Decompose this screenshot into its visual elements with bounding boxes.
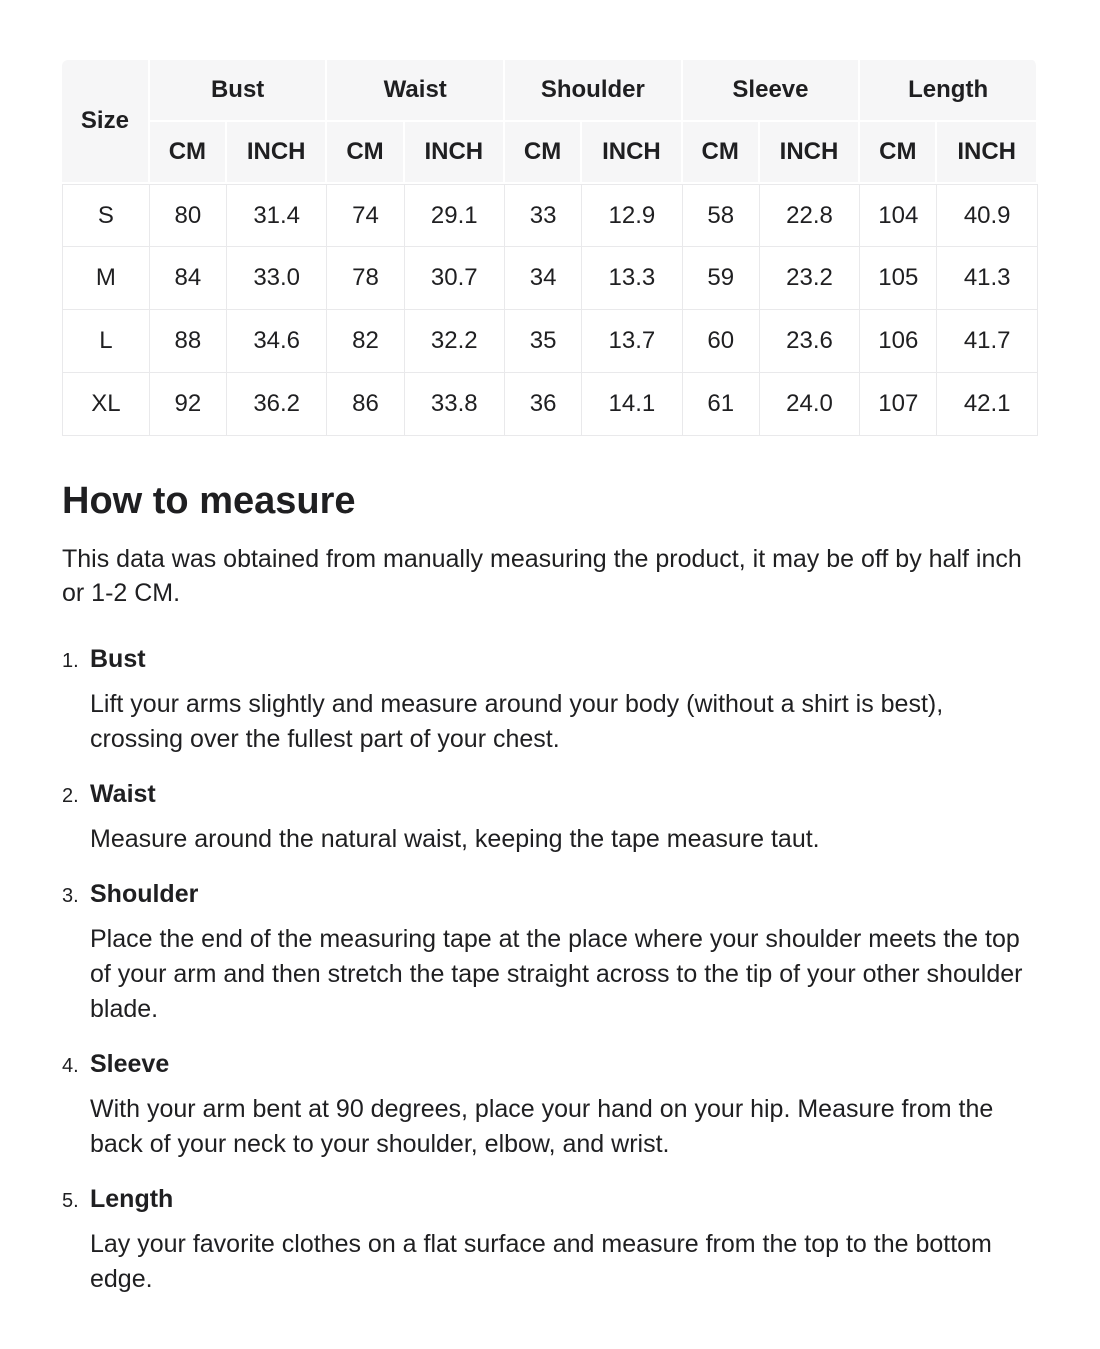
unit-header: INCH	[582, 122, 683, 184]
measurement-cell: 13.7	[582, 310, 683, 373]
measurement-cell: 13.3	[582, 247, 683, 310]
group-header-waist: Waist	[327, 60, 505, 122]
unit-header: INCH	[760, 122, 861, 184]
measurement-cell: 60	[683, 310, 760, 373]
step-description: Lift your arms slightly and measure around your body (without a shirt is best), crossing over the fullest part of your chest.	[90, 689, 944, 753]
group-header-sleeve: Sleeve	[683, 60, 861, 122]
measurement-cell: 58	[683, 184, 760, 247]
how-to-measure-heading: How to measure	[62, 480, 356, 522]
step-title: Waist	[90, 779, 156, 808]
measurement-cell: 32.2	[405, 310, 506, 373]
unit-header: CM	[505, 122, 582, 184]
measurement-cell: 33	[505, 184, 582, 247]
step-description: With your arm bent at 90 degrees, place your hand on your hip. Measure from the back of your neck to your shoulder, elbow, and wrist.	[90, 1094, 994, 1158]
measurement-cell: 36	[505, 373, 582, 436]
measurement-cell: 82	[327, 310, 404, 373]
measure-step-length	[62, 1184, 1038, 1297]
measurement-cell: 23.2	[760, 247, 861, 310]
step-number: 4.	[62, 1054, 79, 1077]
unit-header: CM	[683, 122, 760, 184]
measurement-cell: 105	[860, 247, 937, 310]
step-title: Sleeve	[90, 1049, 170, 1078]
measurement-cell: 86	[327, 373, 404, 436]
size-column-header: Size	[62, 60, 150, 184]
measurement-cell: 41.3	[937, 247, 1038, 310]
measurement-cell: 61	[683, 373, 760, 436]
measurement-cell: 106	[860, 310, 937, 373]
measurement-cell: 104	[860, 184, 937, 247]
group-header-row	[62, 60, 1038, 122]
step-number: 3.	[62, 884, 79, 907]
measurement-cell: 84	[150, 247, 227, 310]
size-chart-table	[62, 60, 1038, 436]
size-row-m	[62, 247, 1038, 310]
size-chart-header	[62, 60, 1038, 184]
unit-header: CM	[860, 122, 937, 184]
measurement-cell: 59	[683, 247, 760, 310]
group-header-length: Length	[860, 60, 1038, 122]
measurement-cell: 14.1	[582, 373, 683, 436]
step-title: Length	[90, 1184, 174, 1213]
size-row-s	[62, 184, 1038, 247]
step-description: Lay your favorite clothes on a flat surface and measure from the top to the bottom edge.	[90, 1229, 992, 1293]
measure-disclaimer-text: This data was obtained from manually measuring the product, it may be off by half inch or 1-2 CM.	[62, 544, 1022, 607]
step-number: 5.	[62, 1189, 79, 1212]
measurement-cell: 41.7	[937, 310, 1038, 373]
measurement-cell: 34.6	[227, 310, 328, 373]
unit-header: INCH	[937, 122, 1038, 184]
measurement-cell: 40.9	[937, 184, 1038, 247]
step-number: 2.	[62, 784, 79, 807]
unit-header: INCH	[405, 122, 506, 184]
measurement-cell: 88	[150, 310, 227, 373]
measurement-cell: 23.6	[760, 310, 861, 373]
measurement-cell: 30.7	[405, 247, 506, 310]
measurement-cell: 24.0	[760, 373, 861, 436]
unit-header-row	[62, 122, 1038, 184]
step-title: Shoulder	[90, 879, 199, 908]
size-row-l	[62, 310, 1038, 373]
measurement-cell: 33.0	[227, 247, 328, 310]
measurement-cell: 74	[327, 184, 404, 247]
size-chart-body	[62, 184, 1038, 436]
unit-header: CM	[327, 122, 404, 184]
measure-steps-list	[62, 644, 1038, 1297]
measurement-cell: 29.1	[405, 184, 506, 247]
size-cell: S	[62, 184, 150, 247]
measure-step-bust	[62, 644, 1038, 757]
measurement-cell: 107	[860, 373, 937, 436]
step-number: 1.	[62, 649, 79, 672]
unit-header: CM	[150, 122, 227, 184]
measurement-cell: 92	[150, 373, 227, 436]
measurement-cell: 33.8	[405, 373, 506, 436]
size-cell: L	[62, 310, 150, 373]
size-cell: XL	[62, 373, 150, 436]
measurement-cell: 35	[505, 310, 582, 373]
measurement-cell: 78	[327, 247, 404, 310]
measure-step-sleeve	[62, 1049, 1038, 1162]
measure-step-waist	[62, 779, 1038, 857]
size-row-xl	[62, 373, 1038, 436]
step-description: Measure around the natural waist, keeping the tape measure taut.	[90, 824, 820, 853]
unit-header: INCH	[227, 122, 328, 184]
measurement-cell: 12.9	[582, 184, 683, 247]
measurement-cell: 36.2	[227, 373, 328, 436]
measurement-cell: 31.4	[227, 184, 328, 247]
group-header-shoulder: Shoulder	[505, 60, 683, 122]
group-header-bust: Bust	[150, 60, 328, 122]
measurement-cell: 22.8	[760, 184, 861, 247]
step-description: Place the end of the measuring tape at the place where your shoulder meets the top of your arm and then stretch the tape straight across to the tip of your other shoulder blade.	[90, 924, 1023, 1023]
size-cell: M	[62, 247, 150, 310]
measurement-cell: 34	[505, 247, 582, 310]
measure-step-shoulder	[62, 879, 1038, 1027]
measurement-cell: 42.1	[937, 373, 1038, 436]
step-title: Bust	[90, 644, 146, 673]
measurement-cell: 80	[150, 184, 227, 247]
